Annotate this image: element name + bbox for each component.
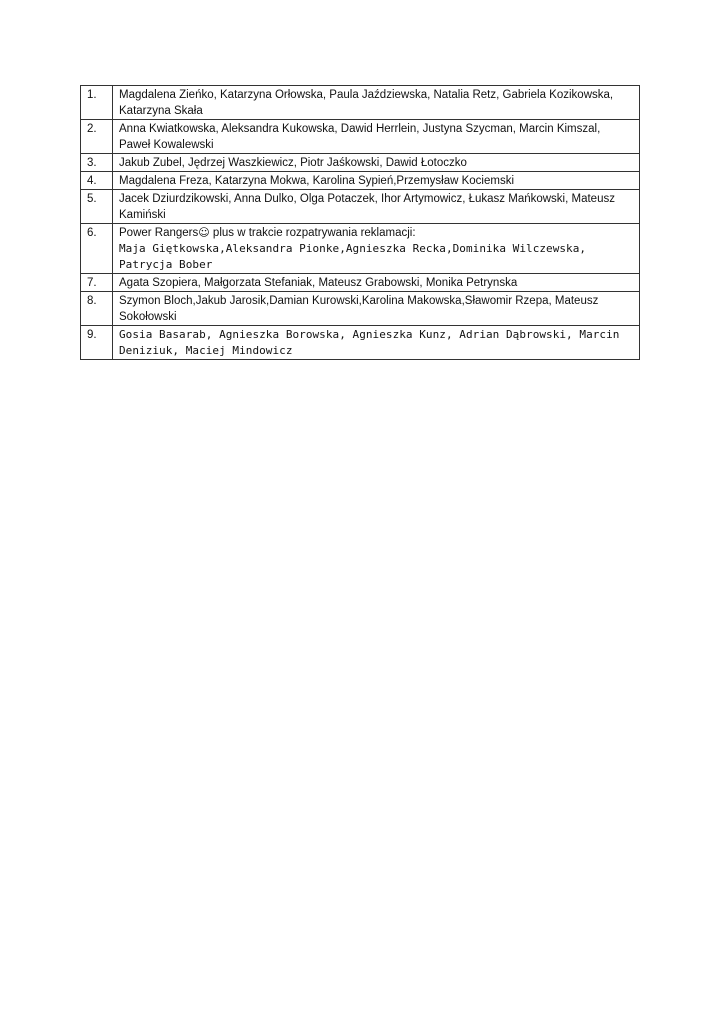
smiley-icon: ☺	[198, 226, 210, 239]
table-row	[81, 190, 640, 224]
table-row	[81, 274, 640, 292]
table-row	[81, 172, 640, 190]
team-members-cell	[113, 224, 640, 274]
row-number: 3.	[81, 154, 113, 172]
table-row	[81, 154, 640, 172]
row-number: 4.	[81, 172, 113, 190]
table-row	[81, 86, 640, 120]
team-heading	[119, 225, 634, 241]
row-number: 8.	[81, 292, 113, 326]
row-number: 5.	[81, 190, 113, 224]
team-members-cell	[113, 326, 640, 360]
team-note: plus w trakcie rozpatrywania reklamacji:	[209, 227, 416, 239]
team-members: Agata Szopiera, Małgorzata Stefaniak, Mateusz Grabowski, Monika Petrynska	[113, 274, 640, 292]
team-members: Gosia Basarab, Agnieszka Borowska, Agnieszka Kunz, Adrian Dąbrowski, Marcin Deniziuk, Maciej Mindowicz	[119, 328, 620, 357]
row-number: 2.	[81, 120, 113, 154]
team-members: Jacek Dziurdzikowski, Anna Dulko, Olga Potaczek, Ihor Artymowicz, Łukasz Mańkowski, Mateusz Kamiński	[113, 190, 640, 224]
team-members: Magdalena Freza, Katarzyna Mokwa, Karolina Sypień,Przemysław Kociemski	[113, 172, 640, 190]
team-members: Magdalena Zieńko, Katarzyna Orłowska, Paula Jaździewska, Natalia Retz, Gabriela Kozikowska, Katarzyna Skała	[113, 86, 640, 120]
team-name: Power Rangers	[119, 227, 199, 239]
team-members: Jakub Zubel, Jędrzej Waszkiewicz, Piotr Jaśkowski, Dawid Łotoczko	[113, 154, 640, 172]
row-number: 1.	[81, 86, 113, 120]
team-members: Maja Giętkowska,Aleksandra Pionke,Agnieszka Recka,Dominika Wilczewska, Patrycja Bober	[119, 242, 587, 271]
table-row	[81, 326, 640, 360]
row-number: 6.	[81, 224, 113, 274]
team-members: Szymon Bloch,Jakub Jarosik,Damian Kurowski,Karolina Makowska,Sławomir Rzepa, Mateusz Sokołowski	[113, 292, 640, 326]
table-row	[81, 292, 640, 326]
row-number: 7.	[81, 274, 113, 292]
teams-table	[80, 85, 640, 360]
row-number: 9.	[81, 326, 113, 360]
team-members: Anna Kwiatkowska, Aleksandra Kukowska, Dawid Herrlein, Justyna Szycman, Marcin Kimszal, Paweł Kowalewski	[113, 120, 640, 154]
table-row	[81, 120, 640, 154]
table-row	[81, 224, 640, 274]
